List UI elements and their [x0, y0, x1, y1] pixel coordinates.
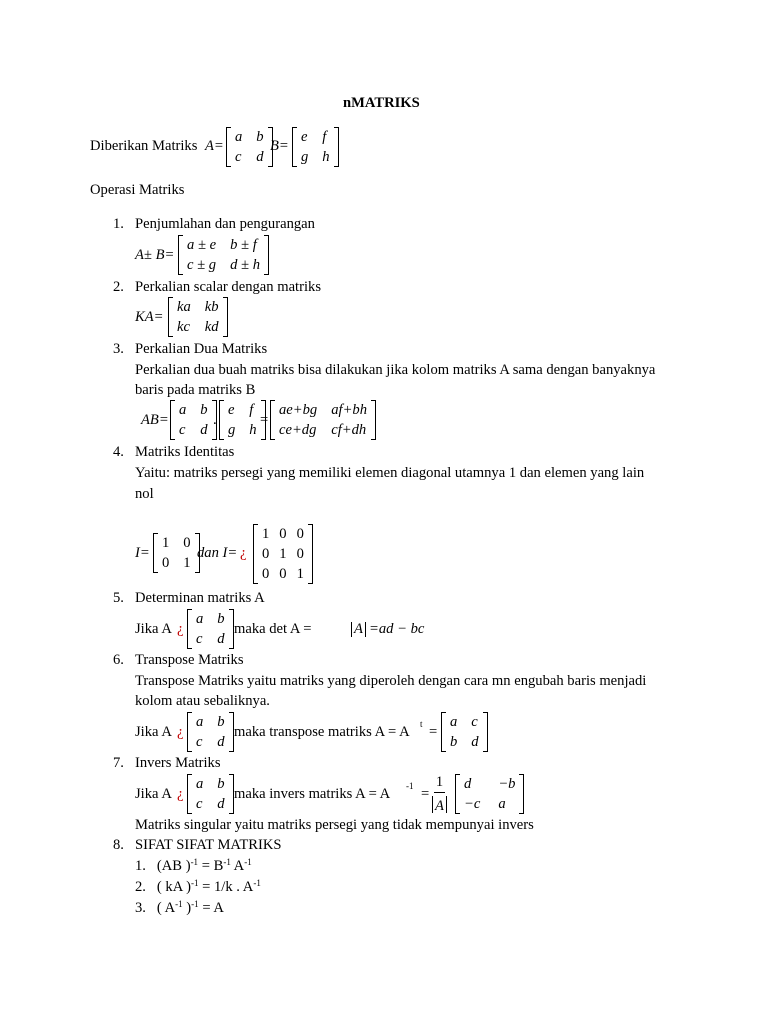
matrix-b: e f g h: [219, 400, 266, 440]
matrix-a: a b c d: [187, 712, 234, 752]
equals-sign: =: [260, 412, 269, 428]
matrix-a-label: A=: [205, 138, 224, 154]
identity-3x3: 1 0 0 0 1 0 0 0 1: [253, 524, 313, 584]
property-item: 2. ( kA )$^{-1}$ = 1/k . $A^{-1}$: [135, 878, 261, 895]
page-title: nMATRIKS: [343, 95, 420, 111]
inverted-question-glyph: ¿: [240, 545, 247, 561]
jika-text: Jika A: [135, 786, 172, 802]
item-number: 6.: [113, 652, 124, 668]
item-title: SIFAT SIFAT MATRIKS: [135, 837, 282, 853]
equals-sign: =: [421, 786, 430, 802]
matrix-adjugate: d −b −c a: [455, 774, 524, 814]
transpose-superscript: t: [420, 719, 423, 729]
item-number: 3.: [113, 341, 124, 357]
inverse-superscript: -1: [406, 781, 414, 791]
item-number: 7.: [113, 755, 124, 771]
jika-text: Jika A: [135, 621, 172, 637]
property-item: 1. (AB )$^{-1} = B^{-1}$ $A^{-1}$: [135, 857, 252, 874]
equation-lhs: KA=: [135, 309, 164, 325]
matrix-a: a b c d: [170, 400, 217, 440]
item-description: nol: [135, 486, 154, 502]
matrix-sum: a ± e b ± f c ± g d ± h: [178, 235, 269, 275]
matrix-product: ae+bg af+bh ce+dg cf+dh: [270, 400, 376, 440]
fraction: [432, 775, 447, 813]
item-number: 8.: [113, 837, 124, 853]
matrix-a: a b c d: [187, 774, 234, 814]
section-heading: Operasi Matriks: [90, 182, 185, 198]
item-description: kolom atau sebaliknya.: [135, 693, 270, 709]
matrix-transpose: a c b d: [441, 712, 488, 752]
equals-sign: =: [429, 724, 438, 740]
equation-lhs: I=: [135, 545, 150, 561]
item-title: Perkalian Dua Matriks: [135, 341, 268, 357]
item-number: 1.: [113, 216, 124, 232]
inverted-question-glyph: ¿: [177, 724, 184, 740]
intro-text: Diberikan Matriks: [90, 138, 198, 154]
fraction-numerator: 1: [434, 775, 445, 793]
inverse-text: maka invers matriks A = A: [234, 786, 391, 802]
item-title: Perkalian scalar dengan matriks: [135, 279, 321, 295]
item-description: Perkalian dua buah matriks bisa dilakukan jika kolom matriks A sama dengan banyaknya: [135, 362, 656, 378]
item-number: 5.: [113, 590, 124, 606]
inverted-question-glyph: ¿: [177, 786, 184, 802]
matrix-b-label: B=: [270, 138, 289, 154]
matrix-a: a b c d: [226, 127, 273, 167]
item-number: 2.: [113, 279, 124, 295]
item-title: Transpose Matriks: [135, 652, 244, 668]
matrix-b: e f g h: [292, 127, 339, 167]
dan-text: dan I=: [197, 545, 238, 561]
identity-2x2: 1 0 0 1: [153, 533, 200, 573]
item-title: Invers Matriks: [135, 755, 221, 771]
det-formula: =ad − bc: [369, 621, 425, 637]
property-item: 3. ( $A^{-1}$ )$^{-1}$ = A: [135, 899, 224, 916]
matrix-scalar: ka kb kc kd: [168, 297, 228, 337]
item-title: Matriks Identitas: [135, 444, 235, 460]
item-description: Yaitu: matriks persegi yang memiliki elemen diagonal utamnya 1 dan elemen yang lain: [135, 465, 645, 481]
det-text: maka det A =: [234, 621, 312, 637]
item-description: Transpose Matriks yaitu matriks yang diperoleh dengan cara mn engubah baris menjadi: [135, 673, 647, 689]
item-description: baris pada matriks B: [135, 382, 256, 398]
item-title: Penjumlahan dan pengurangan: [135, 216, 315, 232]
inverted-question-glyph: ¿: [177, 621, 184, 637]
item-title: Determinan matriks A: [135, 590, 265, 606]
jika-text: Jika A: [135, 724, 172, 740]
dot-operator: .: [213, 412, 217, 428]
equation-lhs: A± B=: [135, 247, 175, 263]
item-number: 4.: [113, 444, 124, 460]
equation-lhs: AB=: [141, 412, 169, 428]
singular-note: Matriks singular yaitu matriks persegi yang tidak mempunyai invers: [135, 817, 534, 833]
fraction-denominator: A: [432, 796, 447, 814]
transpose-text: maka transpose matriks A = A: [234, 724, 410, 740]
det-a: A: [351, 622, 366, 637]
matrix-a: a b c d: [187, 609, 234, 649]
